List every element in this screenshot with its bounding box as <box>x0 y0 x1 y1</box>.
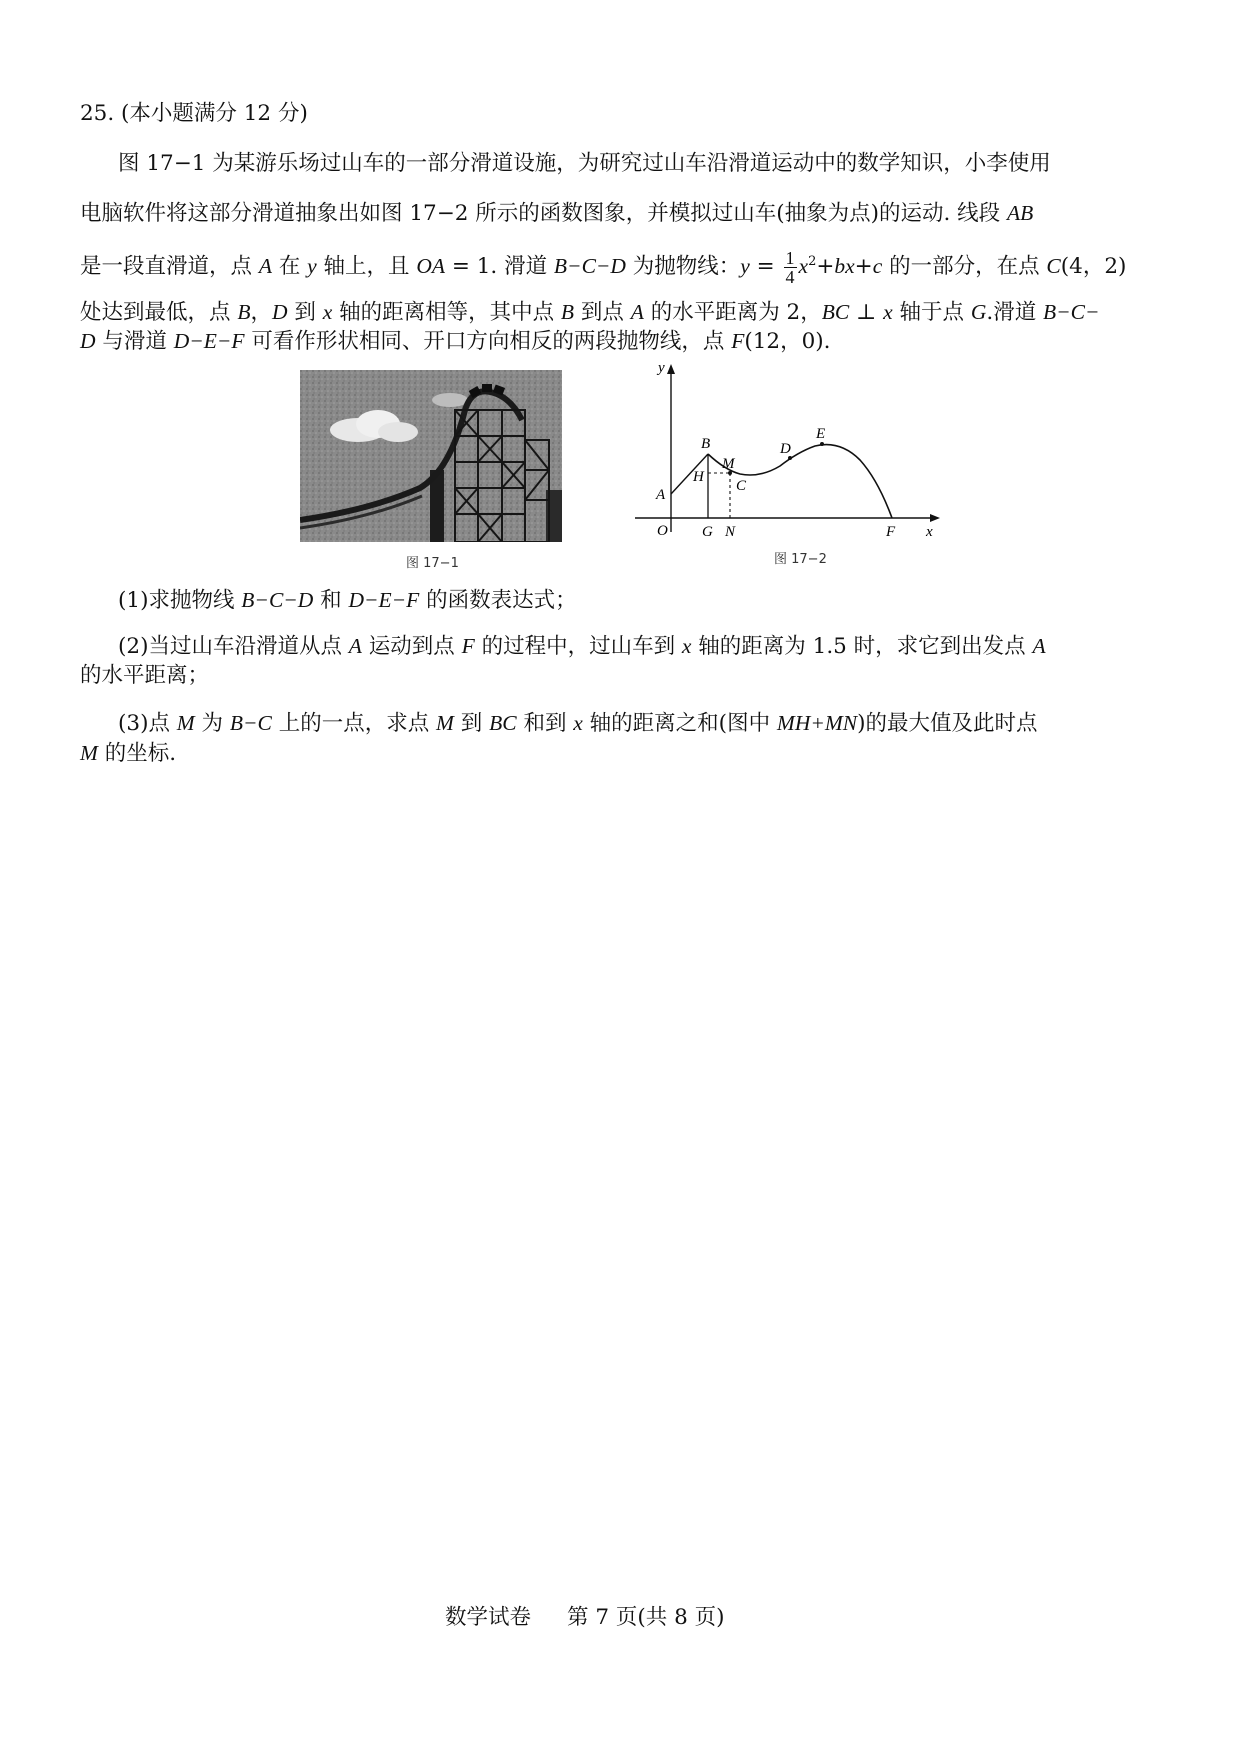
math-var: x <box>573 711 583 735</box>
intro-text: = 1. 滑道 <box>445 254 554 280</box>
part-text: (3)点 <box>118 711 177 736</box>
intro-text: 是一段直滑道，点 <box>80 254 259 280</box>
part-text: 的过程中，过山车到 <box>474 634 682 659</box>
intro-text: 的一部分，在点 <box>882 254 1047 280</box>
y-axis-arrow <box>667 364 675 374</box>
part-2-cont <box>80 660 1160 692</box>
math-var: x <box>798 254 809 279</box>
math-var: OA <box>416 254 446 279</box>
intro-text: 轴的距离相等，其中点 <box>332 300 561 325</box>
math-var: bx <box>834 254 855 279</box>
intro-text: 为抛物线： <box>625 254 741 280</box>
intro-text: 的水平距离为 2， <box>643 300 822 325</box>
math-var: C <box>1046 254 1061 279</box>
label-o: O <box>657 523 668 539</box>
part-text: 为 <box>194 711 230 736</box>
part-text: 到 <box>453 711 490 736</box>
part-3-cont <box>80 737 1160 770</box>
intro-text: 电脑软件将这部分滑道抽象出如图 17−2 所示的函数图象，并模拟过山车(抽象为点)的运动. 线段 <box>80 201 1008 226</box>
figure-caption-17-1: 图 17−1 <box>406 556 459 571</box>
x-axis-arrow <box>930 514 940 522</box>
math-var: BC <box>821 300 850 324</box>
math-var: D <box>272 300 288 324</box>
intro-text: 处达到最低，点 <box>80 300 238 325</box>
math-var: x <box>322 300 333 324</box>
intro-text: 轴上，且 <box>316 254 417 280</box>
footer-subject: 数学试卷 <box>445 1605 532 1630</box>
roller-coaster-photo <box>300 370 562 542</box>
page-footer <box>445 1600 761 1631</box>
part-text: 的水平距离； <box>80 663 210 688</box>
point-e <box>820 442 824 446</box>
math-var: y <box>740 254 750 279</box>
intro-text: (4，2) <box>1060 254 1127 280</box>
label-b: B <box>701 436 711 452</box>
intro-line-2 <box>80 197 1160 230</box>
part-3 <box>118 707 1198 740</box>
math-var: y <box>307 254 317 279</box>
intro-text: (12，0). <box>744 329 831 354</box>
label-g: G <box>702 524 713 540</box>
intro-line-5 <box>80 325 1160 358</box>
part-text: (1)求抛物线 <box>118 588 242 613</box>
footer-page-number: 第 7 页(共 8 页) <box>567 1605 725 1630</box>
math-var: MH+MN <box>776 711 858 735</box>
part-text: 上的一点，求点 <box>271 711 437 736</box>
math-op: + <box>854 254 873 280</box>
label-n: N <box>725 524 736 540</box>
part-1 <box>118 584 1198 617</box>
label-d: D <box>780 441 791 457</box>
part-text: 和 <box>313 588 349 613</box>
label-h: H <box>693 469 704 485</box>
fraction-numerator: 1 <box>785 247 795 268</box>
part-text: 的坐标. <box>97 741 177 766</box>
math-var: M <box>436 711 454 735</box>
label-e: E <box>816 426 826 442</box>
label-c: C <box>736 478 747 494</box>
part-text: 和到 <box>516 711 574 736</box>
math-var: A <box>348 634 362 658</box>
math-var: B−C−D <box>553 254 626 279</box>
intro-text: 与滑道 <box>95 329 174 354</box>
math-var: B <box>560 300 575 324</box>
math-var: D−E−F <box>348 588 420 612</box>
intro-text: ⊥ <box>849 300 884 325</box>
intro-text: 在 <box>271 254 308 280</box>
math-var: BC <box>489 711 517 735</box>
math-var: B <box>237 300 251 324</box>
intro-text: 轴于点 <box>892 300 971 325</box>
fraction-denominator: 4 <box>785 266 795 287</box>
label-m: M <box>722 456 735 472</box>
math-var: B−C <box>229 711 272 735</box>
label-a: A <box>656 487 666 503</box>
math-op: = <box>749 254 782 280</box>
label-f: F <box>886 524 896 540</box>
part-text: 运动到点 <box>361 634 462 659</box>
math-var: A <box>1032 634 1046 658</box>
part-2 <box>118 630 1198 663</box>
part-text: 轴的距离为 1.5 时，求它到出发点 <box>691 634 1033 659</box>
figure-caption-17-2: 图 17−2 <box>774 552 827 567</box>
math-var: M <box>80 741 98 765</box>
math-var: B−C−D <box>241 588 314 612</box>
math-var: F <box>461 634 475 658</box>
exponent: 2 <box>808 254 817 269</box>
intro-text: .滑道 <box>986 300 1044 325</box>
math-var: x <box>681 634 692 658</box>
math-var: c <box>872 254 883 279</box>
math-var: M <box>176 711 195 735</box>
function-graph <box>630 360 950 540</box>
math-var: G <box>970 300 987 324</box>
part-text: (2)当过山车沿滑道从点 <box>118 634 349 659</box>
question-header: 25. (本小题满分 12 分) <box>80 101 308 126</box>
part-text: 的函数表达式； <box>419 588 577 613</box>
intro-text: 图 17−1 为某游乐场过山车的一部分滑道设施，为研究过山车沿滑道运动中的数学知识，小李使用 <box>118 151 1051 176</box>
label-y: y <box>658 360 665 376</box>
math-var: x <box>883 300 893 324</box>
part-text: )的最大值及此时点 <box>857 711 1038 736</box>
fraction <box>784 249 797 286</box>
math-var: D <box>80 329 96 353</box>
math-var: A <box>258 254 272 279</box>
intro-line-3 <box>80 246 1160 286</box>
math-var: A <box>630 300 644 324</box>
intro-line-1 <box>118 148 1198 180</box>
label-x: x <box>926 524 933 540</box>
intro-text: ， <box>250 300 272 325</box>
math-var: B−C− <box>1043 300 1100 324</box>
math-var: D−E−F <box>173 329 245 353</box>
math-op: + <box>816 254 835 280</box>
intro-text: 可看作形状相同、开口方向相反的两段抛物线，点 <box>244 329 732 354</box>
intro-text: 到 <box>287 300 323 325</box>
intro-text: 到点 <box>574 300 631 325</box>
math-var: F <box>731 329 745 353</box>
part-text: 轴的距离之和(图中 <box>582 711 777 736</box>
math-var: AB <box>1007 201 1034 225</box>
